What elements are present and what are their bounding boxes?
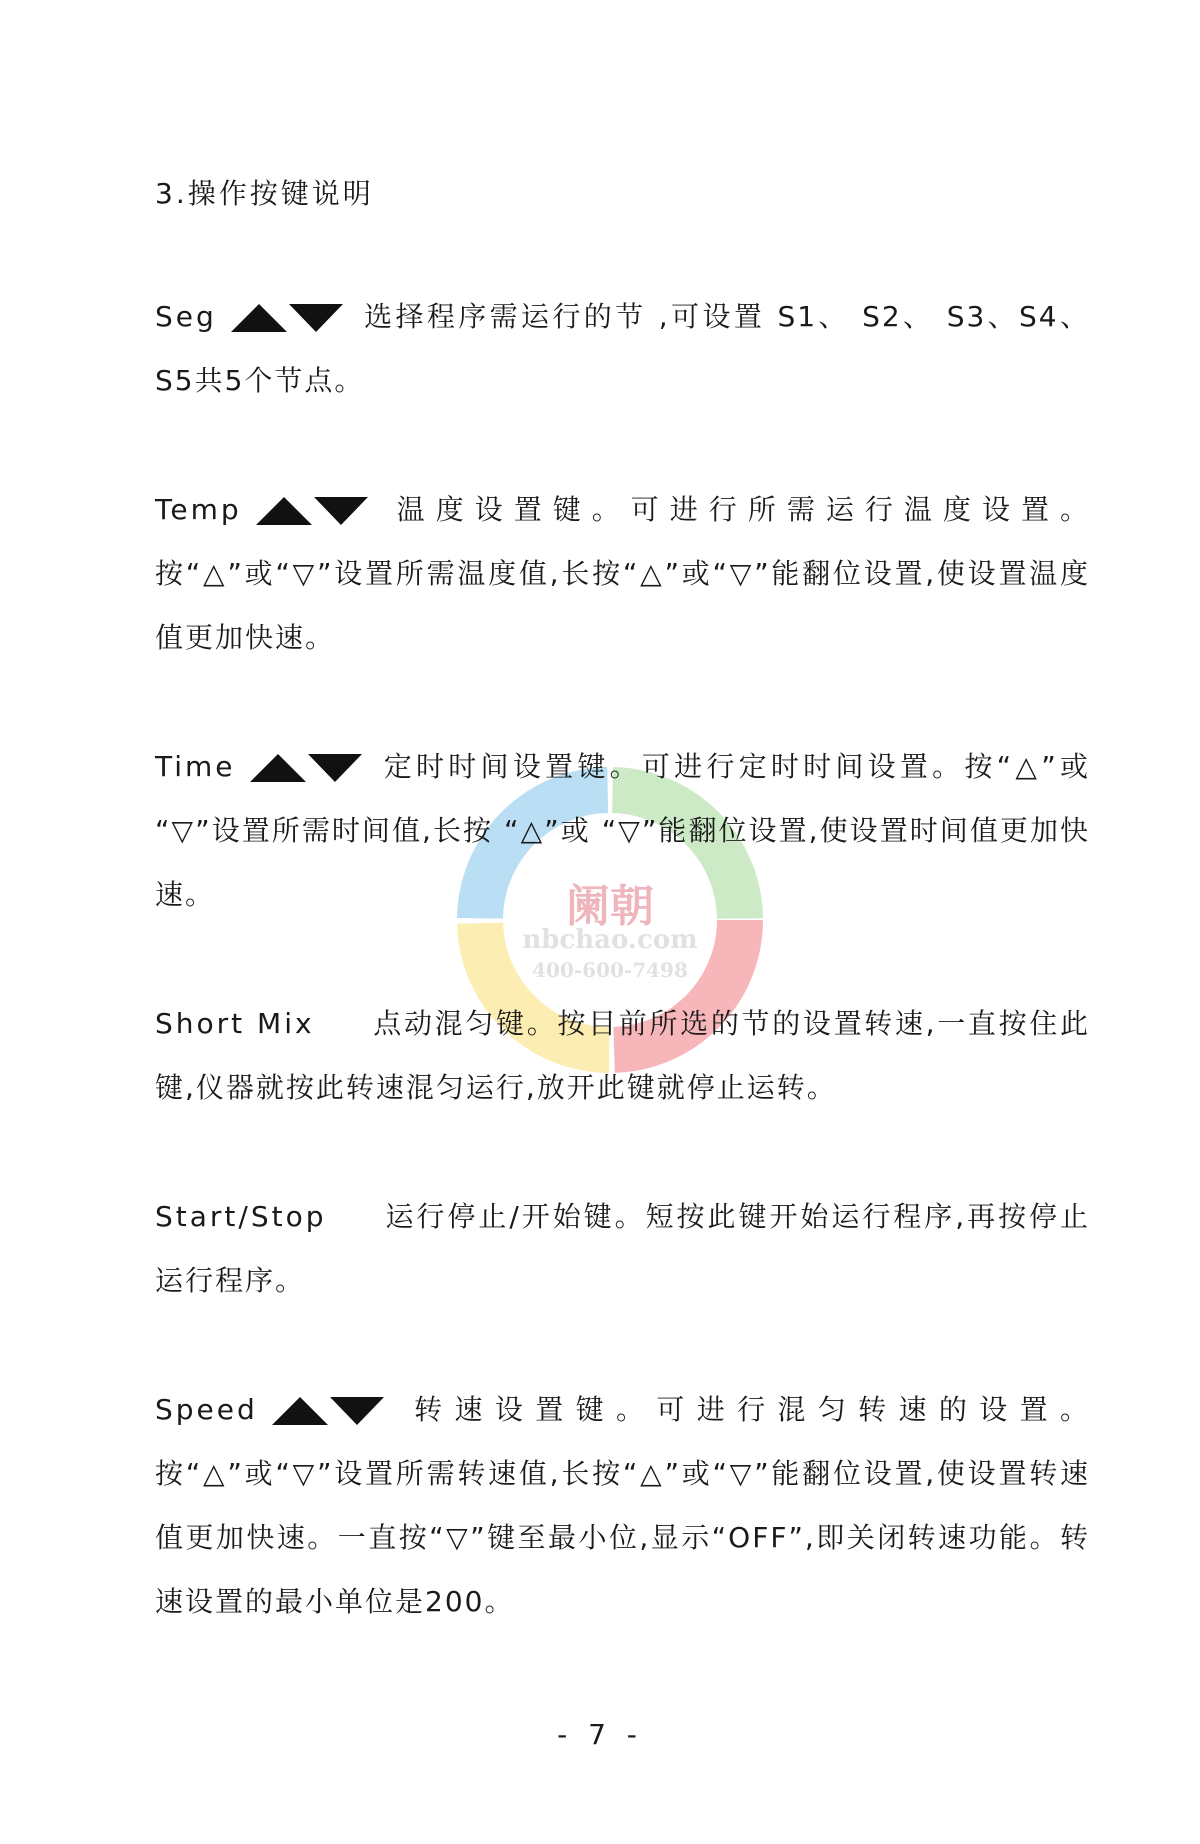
key-description: 温度设置键。可进行所需运行温度设置。按“△”或“▽”设置所需温度值,长按“△”或“▽”能翻位设置,使设置温度值更加快速。 [155, 493, 1090, 654]
triangle-down-icon [314, 497, 368, 525]
key-name: Short Mix [155, 1007, 315, 1040]
key-description-temp [155, 478, 1090, 670]
up-down-arrows [270, 1394, 386, 1428]
page-number: - 7 - [557, 1718, 643, 1751]
key-description-seg [155, 285, 1090, 413]
key-name: Time [155, 750, 236, 783]
watermark-site: nbchao.com [522, 925, 698, 955]
triangle-down-icon [308, 754, 362, 782]
triangle-down-icon [289, 304, 343, 332]
key-name: Speed [155, 1393, 258, 1426]
key-name: Start/Stop [155, 1200, 327, 1233]
triangle-up-icon [256, 497, 312, 525]
triangle-up-icon [272, 1397, 328, 1425]
section-heading: 3.操作按键说明 [155, 177, 374, 210]
up-down-arrows [229, 301, 345, 335]
key-description: 运行停止/开始键。短按此键开始运行程序,再按停止运行程序。 [155, 1200, 1090, 1297]
triangle-up-icon [250, 754, 306, 782]
key-description-speed [155, 1378, 1090, 1634]
triangle-up-icon [231, 304, 287, 332]
key-name: Temp [155, 493, 242, 526]
triangle-down-icon [330, 1397, 384, 1425]
key-description: 定时时间设置键。可进行定时时间设置。按“△”或 “▽”设置所需时间值,长按 “△”或 “▽”能翻位设置,使设置时间值更加快速。 [155, 750, 1090, 911]
key-description-start-stop [155, 1185, 1090, 1313]
key-description-time [155, 735, 1090, 927]
up-down-arrows [254, 494, 370, 528]
key-name: Seg [155, 300, 217, 333]
key-description: 点动混匀键。按目前所选的节的设置转速,一直按住此键,仪器就按此转速混匀运行,放开此键就停止运转。 [155, 1007, 1090, 1104]
watermark-phone: 400-600-7498 [532, 958, 688, 982]
key-description: 转速设置键。可进行混匀转速的设置。按“△”或“▽”设置所需转速值,长按“△”或“▽”能翻位设置,使设置转速值更加快速。一直按“▽”键至最小位,显示“OFF”,即关闭转速功能。转速设置的最小单位是200。 [155, 1393, 1090, 1618]
key-description: 选择程序需运行的节 ,可设置 S1、 S2、 S3、S4、S5共5个节点。 [155, 300, 1090, 397]
key-description-short-mix [155, 992, 1090, 1120]
up-down-arrows [248, 751, 364, 785]
watermark-brand: 阑朝 [566, 881, 654, 932]
